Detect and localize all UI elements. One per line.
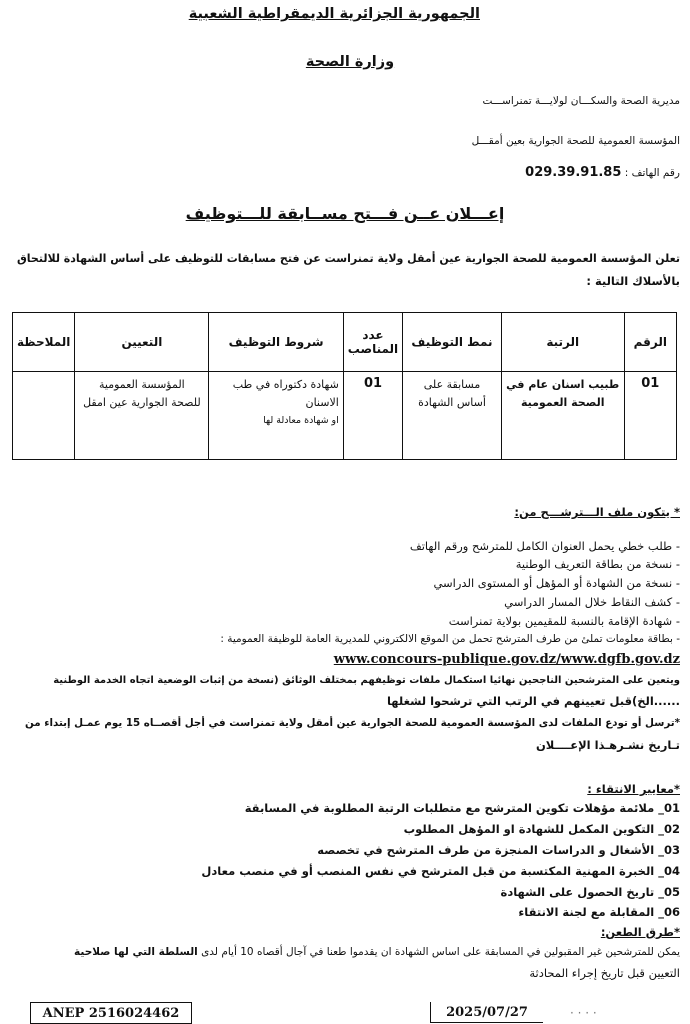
col-assignment: التعيين [75, 313, 209, 372]
rank-line-2: الصحة العمومية [520, 396, 605, 409]
appeal-line-2: التعيين قبل تاريخ إجراء المحادثة [529, 966, 680, 980]
conditions-line-2: الاسنان [305, 396, 339, 409]
anep-reference-box: ANEP 2516024462 [30, 1002, 192, 1024]
mode-line-1: مسابقة على [423, 378, 481, 391]
conditions-note: او شهادة معادلة لها [263, 415, 339, 426]
success-line-2: ......الخ)قبل تعيينهم في الرتب التي ترشحوا لشغلها [386, 694, 680, 708]
row-assignment [75, 372, 209, 460]
success-line-1: ويتعين على المترشحين الناجحين نهائيا استكمال ملفات توظيفهم بمختلف الوثائق (نسخة من إثبات الوضعية اتجاه الخدمة الوطنية [53, 675, 680, 686]
row-posts: 01 [343, 372, 402, 460]
col-number: الرقم [624, 313, 676, 372]
criteria-item: 06_ المقابلة مع لجنة الانتقاء [518, 905, 680, 919]
criteria-item: 03_ الأشغال و الدراسات المنجزة من طرف المترشح في تخصصه [317, 843, 680, 857]
file-item: - نسخة من الشهادة أو المؤهل أو المستوى الدراسي [433, 576, 680, 590]
table-row [13, 372, 677, 460]
appeal-text: يمكن للمترشحين غير المقبولين في المسابقة على اساس الشهادة ان يقدموا طعنا في آجال أقصاه 10 أيام لدى [201, 946, 680, 958]
phone-line [525, 165, 680, 180]
file-title: * يتكون ملف الـــترشـــح من: [514, 505, 680, 519]
col-remarks: الملاحظة [13, 313, 75, 372]
file-item: - بطاقة معلومات تملئ من طرف المترشح تحمل من الموقع الالكتروني للمديرية العامة للوظيفة العمومية : [220, 633, 680, 645]
criteria-item: 05_ تاريخ الحصول على الشهادة [500, 885, 680, 899]
republic-heading: الجمهورية الجزائرية الديمقراطية الشعبية [188, 6, 480, 22]
establishment-line: المؤسسة العمومية للصحة الجوارية بعين أمقـــل [471, 135, 680, 147]
appeal-title: *طرق الطعن: [600, 925, 680, 939]
table-header-row [13, 313, 677, 372]
intro-line-2: بالأسلاك التالية : [586, 274, 680, 288]
row-rank [501, 372, 624, 460]
criteria-item: 01_ ملائمة مؤهلات تكوين المترشح مع متطلبات الرتبة المطلوبة في المسابقة [244, 801, 680, 815]
phone-label: رقم الهاتف : [624, 167, 680, 179]
appeal-authority: السلطة التي لها صلاحية [74, 946, 198, 958]
col-mode: نمط التوظيف [403, 313, 502, 372]
websites-link[interactable]: www.concours-publique.gov.dz/www.dgfb.gov.dz [333, 652, 680, 667]
rank-line-1: طبيب اسنان عام في [506, 378, 620, 391]
file-item: - طلب خطي يحمل العنوان الكامل للمترشح ورقم الهاتف [409, 539, 680, 553]
criteria-title: *معايير الانتقاء : [587, 782, 680, 796]
row-number: 01 [624, 372, 676, 460]
publication-date-box: 2025/07/27 [430, 1002, 543, 1023]
criteria-item: 04_ الخبرة المهنية المكتسبة من قبل المترشح في نفس المنصب أو في منصب معادل [201, 864, 680, 878]
deposit-line-1: *ترسل أو تودع الملفات لدى المؤسسة العمومية للصحة الجوارية عين أمقل ولاية تمنراست في أجل أقصــاه 15 يوم عمـل إبتداء من [24, 717, 680, 729]
col-conditions: شروط التوظيف [209, 313, 343, 372]
conditions-line-1: شهادة دكتوراه في طب [232, 378, 339, 391]
ministry-heading: وزارة الصحة [305, 54, 395, 70]
recruitment-table [12, 312, 677, 460]
row-conditions [209, 372, 343, 460]
criteria-item: 02_ التكوين المكمل للشهادة او المؤهل المطلوب [403, 822, 680, 836]
appeal-line-1 [74, 946, 680, 958]
row-remark [13, 372, 75, 460]
phone-number: 029.39.91.85 [525, 165, 622, 180]
assignment-line-2: للصحة الجوارية عين امقل [83, 396, 201, 409]
row-mode [403, 372, 502, 460]
directorate-line: مديرية الصحة والسكـــان لولايـــة تمنراســـت [482, 95, 680, 107]
deposit-line-2: تـاريخ نشـرهـذا الإعــــلان [535, 738, 680, 752]
file-item: - نسخة من بطاقة التعريف الوطنية [515, 557, 680, 571]
announcement-title: إعـــلان عــن فـــتح مســابقة للـــتوظيف [185, 204, 505, 223]
intro-line-1: تعلن المؤسسة العمومية للصحة الجوارية عين أمقل ولاية تمنراست عن فتح مسابقات للتوظيف على أساس الشهادة للالتحاق [16, 252, 680, 265]
decorative-dots: · · · · [570, 1006, 597, 1020]
assignment-line-1: المؤسسة العمومية [99, 378, 185, 391]
col-posts: عدد المناصب [343, 313, 402, 372]
mode-line-2: أساس الشهادة [418, 396, 486, 409]
file-item: - شهادة الإقامة بالنسبة للمقيمين بولاية تمنراست [448, 614, 680, 628]
file-item: - كشف النقاط خلال المسار الدراسي [504, 595, 680, 609]
col-rank: الرتبة [501, 313, 624, 372]
